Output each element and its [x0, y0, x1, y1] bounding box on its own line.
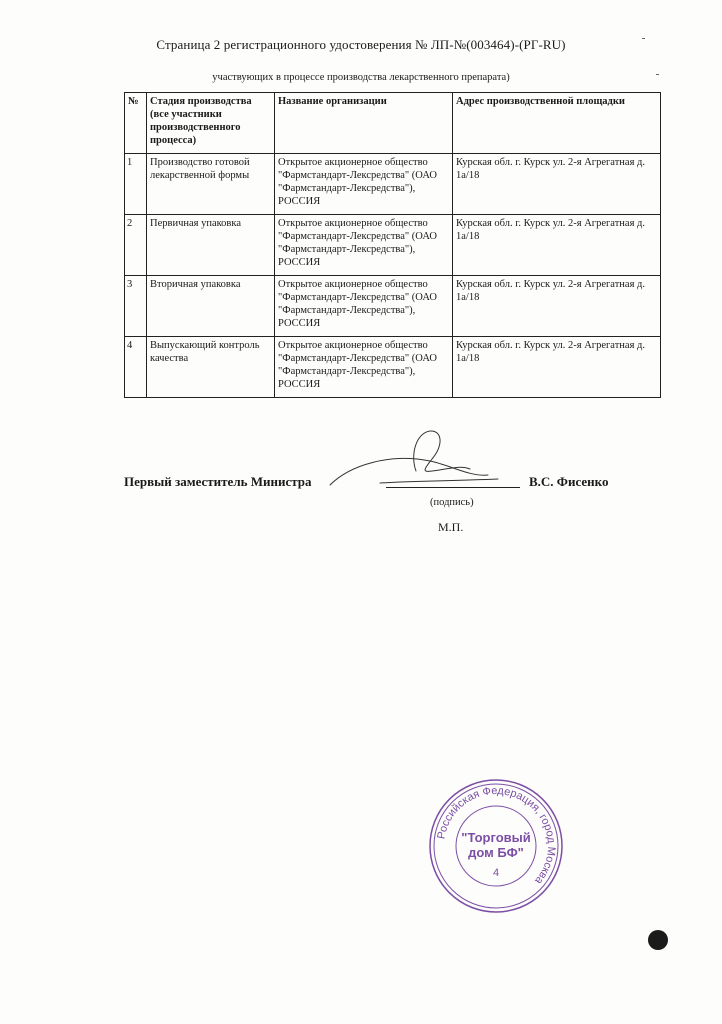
column-header-address: Адрес производственной площадки: [453, 93, 661, 154]
row-address: Курская обл. г. Курск ул. 2-я Агрегатная д. 1а/18: [453, 215, 661, 276]
scan-speck: [642, 38, 645, 39]
table-row: [125, 215, 661, 276]
signature-underline: [386, 487, 520, 488]
table-header-row: [125, 93, 661, 154]
company-stamp: [426, 776, 566, 916]
punch-hole: [648, 930, 668, 950]
row-number: 2: [125, 215, 147, 276]
table-row: [125, 276, 661, 337]
page-header: Страница 2 регистрационного удостоверения № ЛП-№(003464)-(РГ-RU): [156, 37, 566, 52]
handwritten-signature: [320, 425, 520, 500]
row-address: Курская обл. г. Курск ул. 2-я Агрегатная д. 1а/18: [453, 154, 661, 215]
row-stage: Вторичная упаковка: [147, 276, 275, 337]
table-row: [125, 154, 661, 215]
row-stage: Производство готовой лекарственной формы: [147, 154, 275, 215]
row-number: 1: [125, 154, 147, 215]
column-header-stage: Стадия производства (все участники производственного процесса): [147, 93, 275, 154]
row-number: 3: [125, 276, 147, 337]
column-header-number: №: [125, 93, 147, 154]
row-address: Курская обл. г. Курск ул. 2-я Агрегатная д. 1а/18: [453, 276, 661, 337]
row-organization: Открытое акционерное общество "Фармстандарт-Лексредства" (ОАО "Фармстандарт-Лексредства"), РОССИЯ: [275, 215, 453, 276]
row-organization: Открытое акционерное общество "Фармстандарт-Лексредства" (ОАО "Фармстандарт-Лексредства"), РОССИЯ: [275, 276, 453, 337]
row-stage: Выпускающий контроль качества: [147, 337, 275, 398]
table-row: [125, 337, 661, 398]
signatory-title: Первый заместитель Министра: [124, 474, 312, 489]
stamp-number: 4: [492, 867, 500, 879]
signatory-name: В.С. Фисенко: [529, 474, 609, 489]
row-number: 4: [125, 337, 147, 398]
page-subheader: участвующих в процессе производства лекарственного препарата): [212, 72, 510, 83]
seal-place-label: М.П.: [438, 520, 464, 534]
row-organization: Открытое акционерное общество "Фармстандарт-Лексредства" (ОАО "Фармстандарт-Лексредства"), РОССИЯ: [275, 337, 453, 398]
stamp-outer-text: Российская Федерация, город Москва: [435, 784, 558, 887]
stamp-center-line-2: дом БФ": [468, 845, 524, 860]
stamp-center-line-1: "Торговый: [461, 830, 531, 845]
scan-speck: [656, 74, 659, 75]
row-address: Курская обл. г. Курск ул. 2-я Агрегатная д. 1а/18: [453, 337, 661, 398]
row-stage: Первичная упаковка: [147, 215, 275, 276]
registration-table: [124, 92, 661, 398]
row-organization: Открытое акционерное общество "Фармстандарт-Лексредства" (ОАО "Фармстандарт-Лексредства"), РОССИЯ: [275, 154, 453, 215]
column-header-organization: Название организации: [275, 93, 453, 154]
signature-caption: (подпись): [430, 497, 474, 508]
